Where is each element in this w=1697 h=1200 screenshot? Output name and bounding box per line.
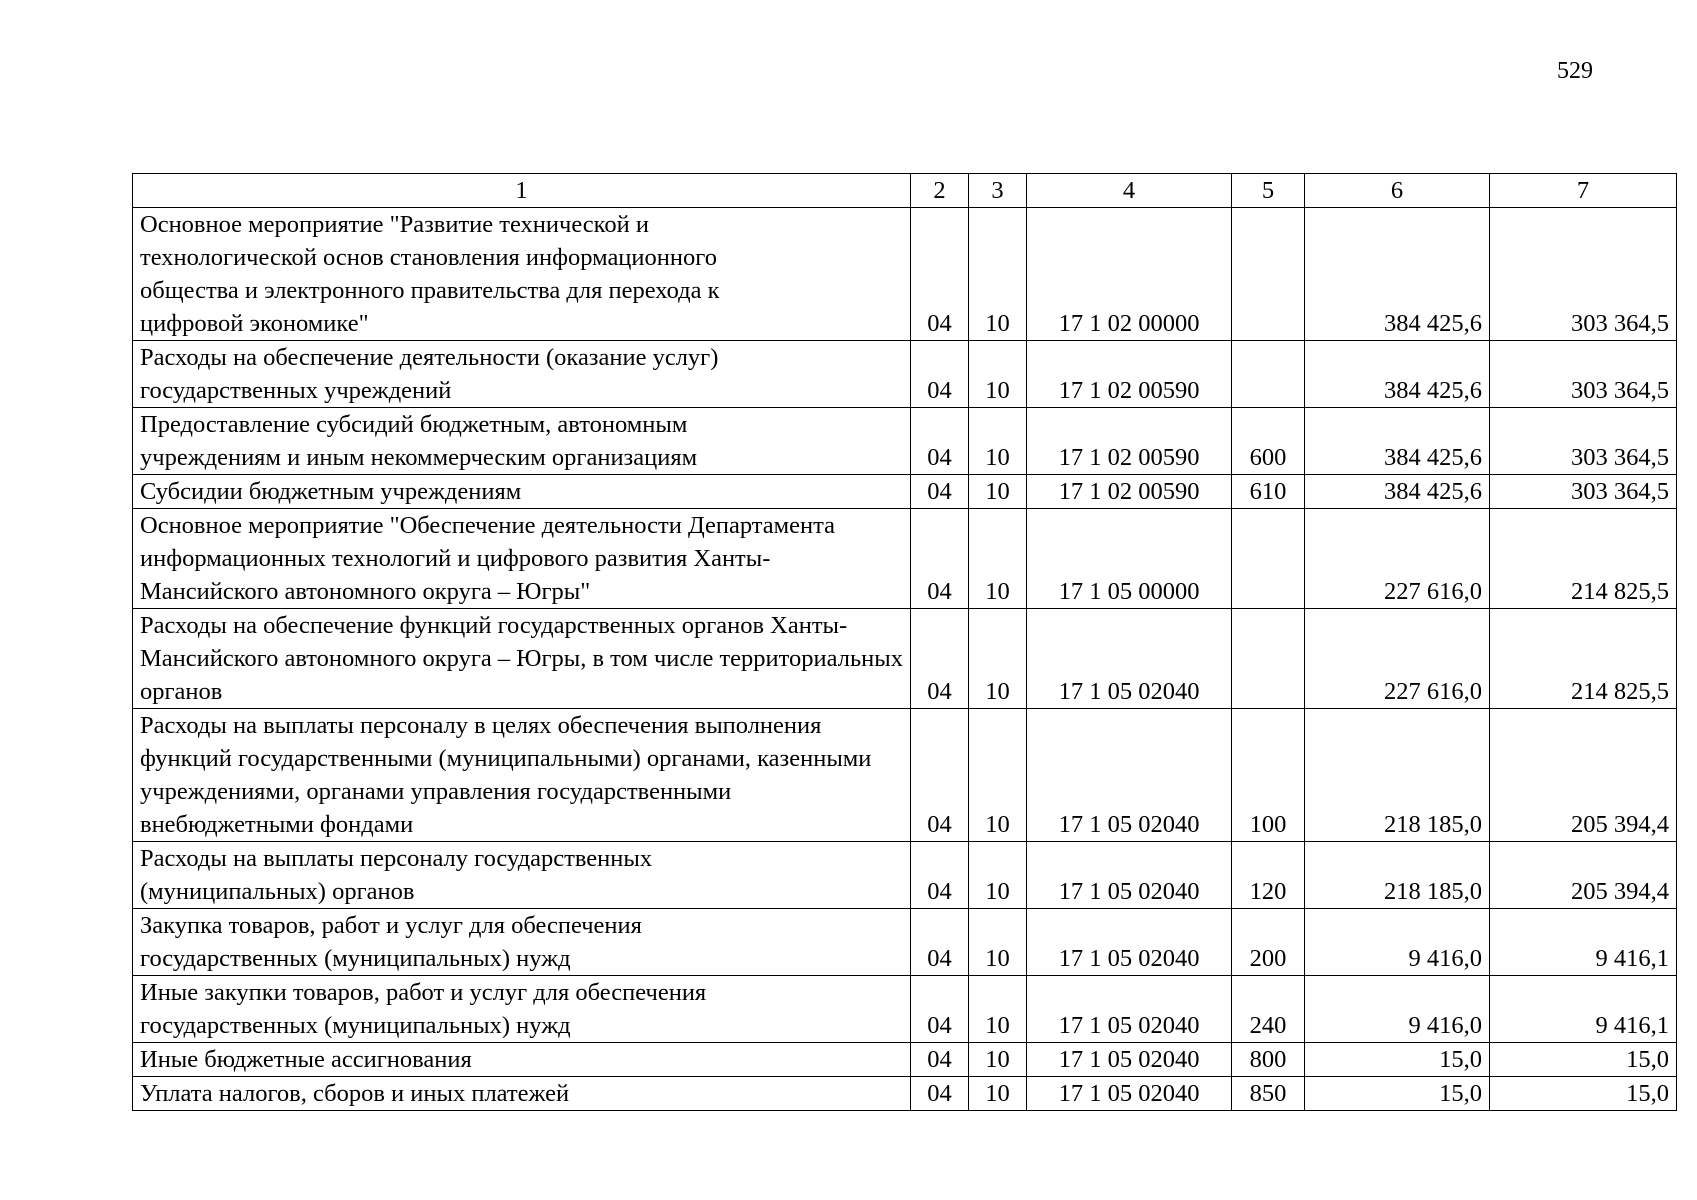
amount-col7: 15,0: [1490, 1043, 1677, 1077]
table-row: [133, 1077, 1677, 1111]
row-description: [133, 408, 911, 475]
row-description: [133, 509, 911, 609]
row-description-text: Основное мероприятие "Обеспечение деятельности Департамента информационных технологий и цифрового развития Ханты-Мансийского автономного округа – Югры": [140, 512, 836, 605]
row-description: [133, 842, 911, 909]
row-description-text: Уплата налогов, сборов и иных платежей: [140, 1080, 570, 1107]
column-header-4: 4: [1027, 174, 1232, 208]
subsection-code: 10: [969, 842, 1027, 909]
table-row: [133, 709, 1677, 842]
table-row: [133, 475, 1677, 509]
subsection-code: 10: [969, 1043, 1027, 1077]
table-row: [133, 408, 1677, 475]
row-description: [133, 609, 911, 709]
target-article-code: 17 1 02 00590: [1027, 341, 1232, 408]
target-article-code: 17 1 05 02040: [1027, 709, 1232, 842]
target-article-code: 17 1 05 02040: [1027, 1043, 1232, 1077]
section-code: 04: [911, 609, 969, 709]
section-code: 04: [911, 842, 969, 909]
expense-type-code: 100: [1232, 709, 1305, 842]
amount-col7: 205 394,4: [1490, 709, 1677, 842]
section-code: 04: [911, 909, 969, 976]
section-code: 04: [911, 1043, 969, 1077]
target-article-code: 17 1 02 00590: [1027, 408, 1232, 475]
row-description-text: Закупка товаров, работ и услуг для обеспечения государственных (муниципальных) нужд: [140, 912, 642, 972]
target-article-code: 17 1 02 00000: [1027, 208, 1232, 341]
amount-col6: 15,0: [1305, 1077, 1490, 1111]
subsection-code: 10: [969, 976, 1027, 1043]
section-code: 04: [911, 208, 969, 341]
row-description: [133, 208, 911, 341]
section-code: 04: [911, 976, 969, 1043]
amount-col7: 15,0: [1490, 1077, 1677, 1111]
budget-table: [132, 173, 1677, 1111]
expense-type-code: 120: [1232, 842, 1305, 909]
amount-col6: 227 616,0: [1305, 609, 1490, 709]
expense-type-code: [1232, 509, 1305, 609]
row-description: [133, 976, 911, 1043]
section-code: 04: [911, 475, 969, 509]
subsection-code: 10: [969, 1077, 1027, 1111]
row-description-text: Основное мероприятие "Развитие технической и технологической основ становления информационного общества и электронного правительства для перехода к цифровой экономике": [140, 211, 720, 337]
amount-col6: 227 616,0: [1305, 509, 1490, 609]
table-row: [133, 509, 1677, 609]
row-description-text: Расходы на обеспечение деятельности (оказание услуг) государственных учреждений: [140, 344, 719, 404]
amount-col6: 384 425,6: [1305, 408, 1490, 475]
column-header-7: 7: [1490, 174, 1677, 208]
section-code: 04: [911, 1077, 969, 1111]
section-code: 04: [911, 341, 969, 408]
table-row: [133, 842, 1677, 909]
section-code: 04: [911, 509, 969, 609]
amount-col6: 218 185,0: [1305, 709, 1490, 842]
section-code: 04: [911, 408, 969, 475]
target-article-code: 17 1 05 02040: [1027, 609, 1232, 709]
amount-col7: 303 364,5: [1490, 208, 1677, 341]
column-header-6: 6: [1305, 174, 1490, 208]
expense-type-code: 610: [1232, 475, 1305, 509]
target-article-code: 17 1 05 00000: [1027, 509, 1232, 609]
expense-type-code: 240: [1232, 976, 1305, 1043]
row-description: [133, 475, 911, 509]
row-description: [133, 1043, 911, 1077]
target-article-code: 17 1 05 02040: [1027, 909, 1232, 976]
amount-col7: 214 825,5: [1490, 609, 1677, 709]
row-description: [133, 709, 911, 842]
row-description: [133, 1077, 911, 1111]
amount-col6: 9 416,0: [1305, 909, 1490, 976]
amount-col6: 218 185,0: [1305, 842, 1490, 909]
subsection-code: 10: [969, 475, 1027, 509]
column-header-3: 3: [969, 174, 1027, 208]
table-row: [133, 909, 1677, 976]
amount-col7: 214 825,5: [1490, 509, 1677, 609]
row-description: [133, 909, 911, 976]
table-row: [133, 1043, 1677, 1077]
subsection-code: 10: [969, 909, 1027, 976]
section-code: 04: [911, 709, 969, 842]
column-header-2: 2: [911, 174, 969, 208]
expense-type-code: [1232, 609, 1305, 709]
amount-col7: 303 364,5: [1490, 341, 1677, 408]
subsection-code: 10: [969, 208, 1027, 341]
target-article-code: 17 1 05 02040: [1027, 1077, 1232, 1111]
table-row: [133, 208, 1677, 341]
amount-col6: 384 425,6: [1305, 341, 1490, 408]
amount-col6: 9 416,0: [1305, 976, 1490, 1043]
expense-type-code: [1232, 341, 1305, 408]
expense-type-code: 200: [1232, 909, 1305, 976]
column-header-5: 5: [1232, 174, 1305, 208]
table-row: [133, 341, 1677, 408]
subsection-code: 10: [969, 341, 1027, 408]
amount-col6: 384 425,6: [1305, 475, 1490, 509]
amount-col6: 15,0: [1305, 1043, 1490, 1077]
row-description-text: Субсидии бюджетным учреждениям: [140, 478, 522, 505]
subsection-code: 10: [969, 408, 1027, 475]
amount-col7: 303 364,5: [1490, 475, 1677, 509]
row-description: [133, 341, 911, 408]
expense-type-code: [1232, 208, 1305, 341]
row-description-text: Предоставление субсидий бюджетным, автономным учреждениям и иным некоммерческим организациям: [140, 411, 698, 471]
amount-col7: 205 394,4: [1490, 842, 1677, 909]
table-row: [133, 609, 1677, 709]
amount-col7: 303 364,5: [1490, 408, 1677, 475]
amount-col7: 9 416,1: [1490, 976, 1677, 1043]
header-row: [133, 174, 1677, 208]
expense-type-code: 800: [1232, 1043, 1305, 1077]
row-description-text: Расходы на выплаты персоналу в целях обеспечения выполнения функций государственными (муниципальными) органами, казенными учреждениями, органами управления государственными внебюджетными фондами: [140, 712, 872, 838]
row-description-text: Расходы на выплаты персоналу государственных (муниципальных) органов: [140, 845, 653, 905]
target-article-code: 17 1 05 02040: [1027, 976, 1232, 1043]
target-article-code: 17 1 05 02040: [1027, 842, 1232, 909]
column-header-1: 1: [133, 174, 911, 208]
row-description-text: Иные закупки товаров, работ и услуг для обеспечения государственных (муниципальных) нужд: [140, 979, 707, 1039]
expense-type-code: 850: [1232, 1077, 1305, 1111]
row-description-text: Иные бюджетные ассигнования: [140, 1046, 472, 1073]
page-number: 529: [1557, 58, 1593, 84]
amount-col6: 384 425,6: [1305, 208, 1490, 341]
target-article-code: 17 1 02 00590: [1027, 475, 1232, 509]
row-description-text: Расходы на обеспечение функций государственных органов Ханты-Мансийского автономного округа – Югры, в том числе территориальных органов: [140, 612, 903, 705]
subsection-code: 10: [969, 509, 1027, 609]
subsection-code: 10: [969, 709, 1027, 842]
subsection-code: 10: [969, 609, 1027, 709]
table-row: [133, 976, 1677, 1043]
amount-col7: 9 416,1: [1490, 909, 1677, 976]
expense-type-code: 600: [1232, 408, 1305, 475]
